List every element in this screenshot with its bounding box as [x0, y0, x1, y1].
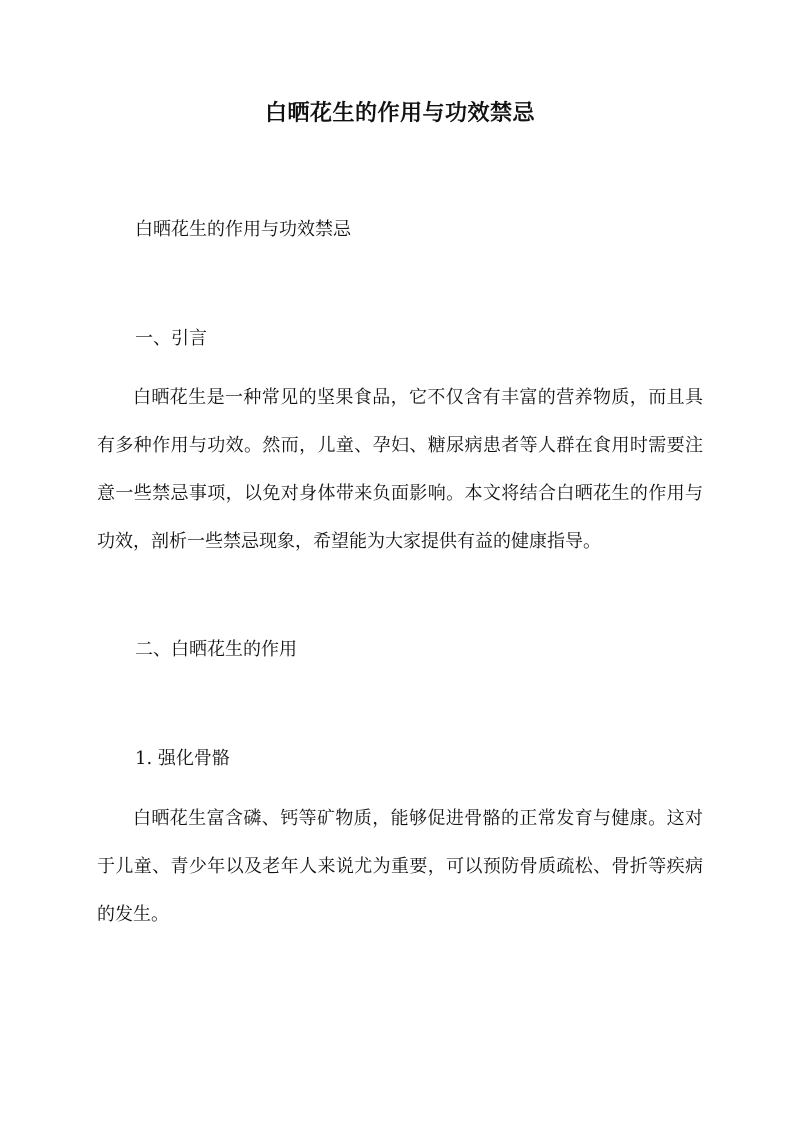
document-title: 白晒花生的作用与功效禁忌	[264, 100, 535, 126]
section-heading-functions: 二、白晒花生的作用	[135, 639, 297, 660]
document-subtitle: 白晒花生的作用与功效禁忌	[135, 219, 351, 240]
introduction-paragraph: 白晒花生是一种常见的坚果食品，它不仅含有丰富的营养物质，而且具有多种作用与功效。然而，儿童、孕妇、糖尿病患者等人群在食用时需要注意一些禁忌事项，以免对身体带来负面影响。本文将结合白晒花生的作用与功效，剖析一些禁忌现象，希望能为大家提供有益的健康指导。	[97, 387, 703, 552]
subsection-heading-bones: 1. 强化骨骼	[135, 748, 230, 769]
section-heading-introduction: 一、引言	[135, 328, 207, 349]
bones-paragraph: 白晒花生富含磷、钙等矿物质，能够促进骨骼的正常发育与健康。这对于儿童、青少年以及老年人来说尤为重要，可以预防骨质疏松、骨折等疾病的发生。	[97, 808, 703, 925]
